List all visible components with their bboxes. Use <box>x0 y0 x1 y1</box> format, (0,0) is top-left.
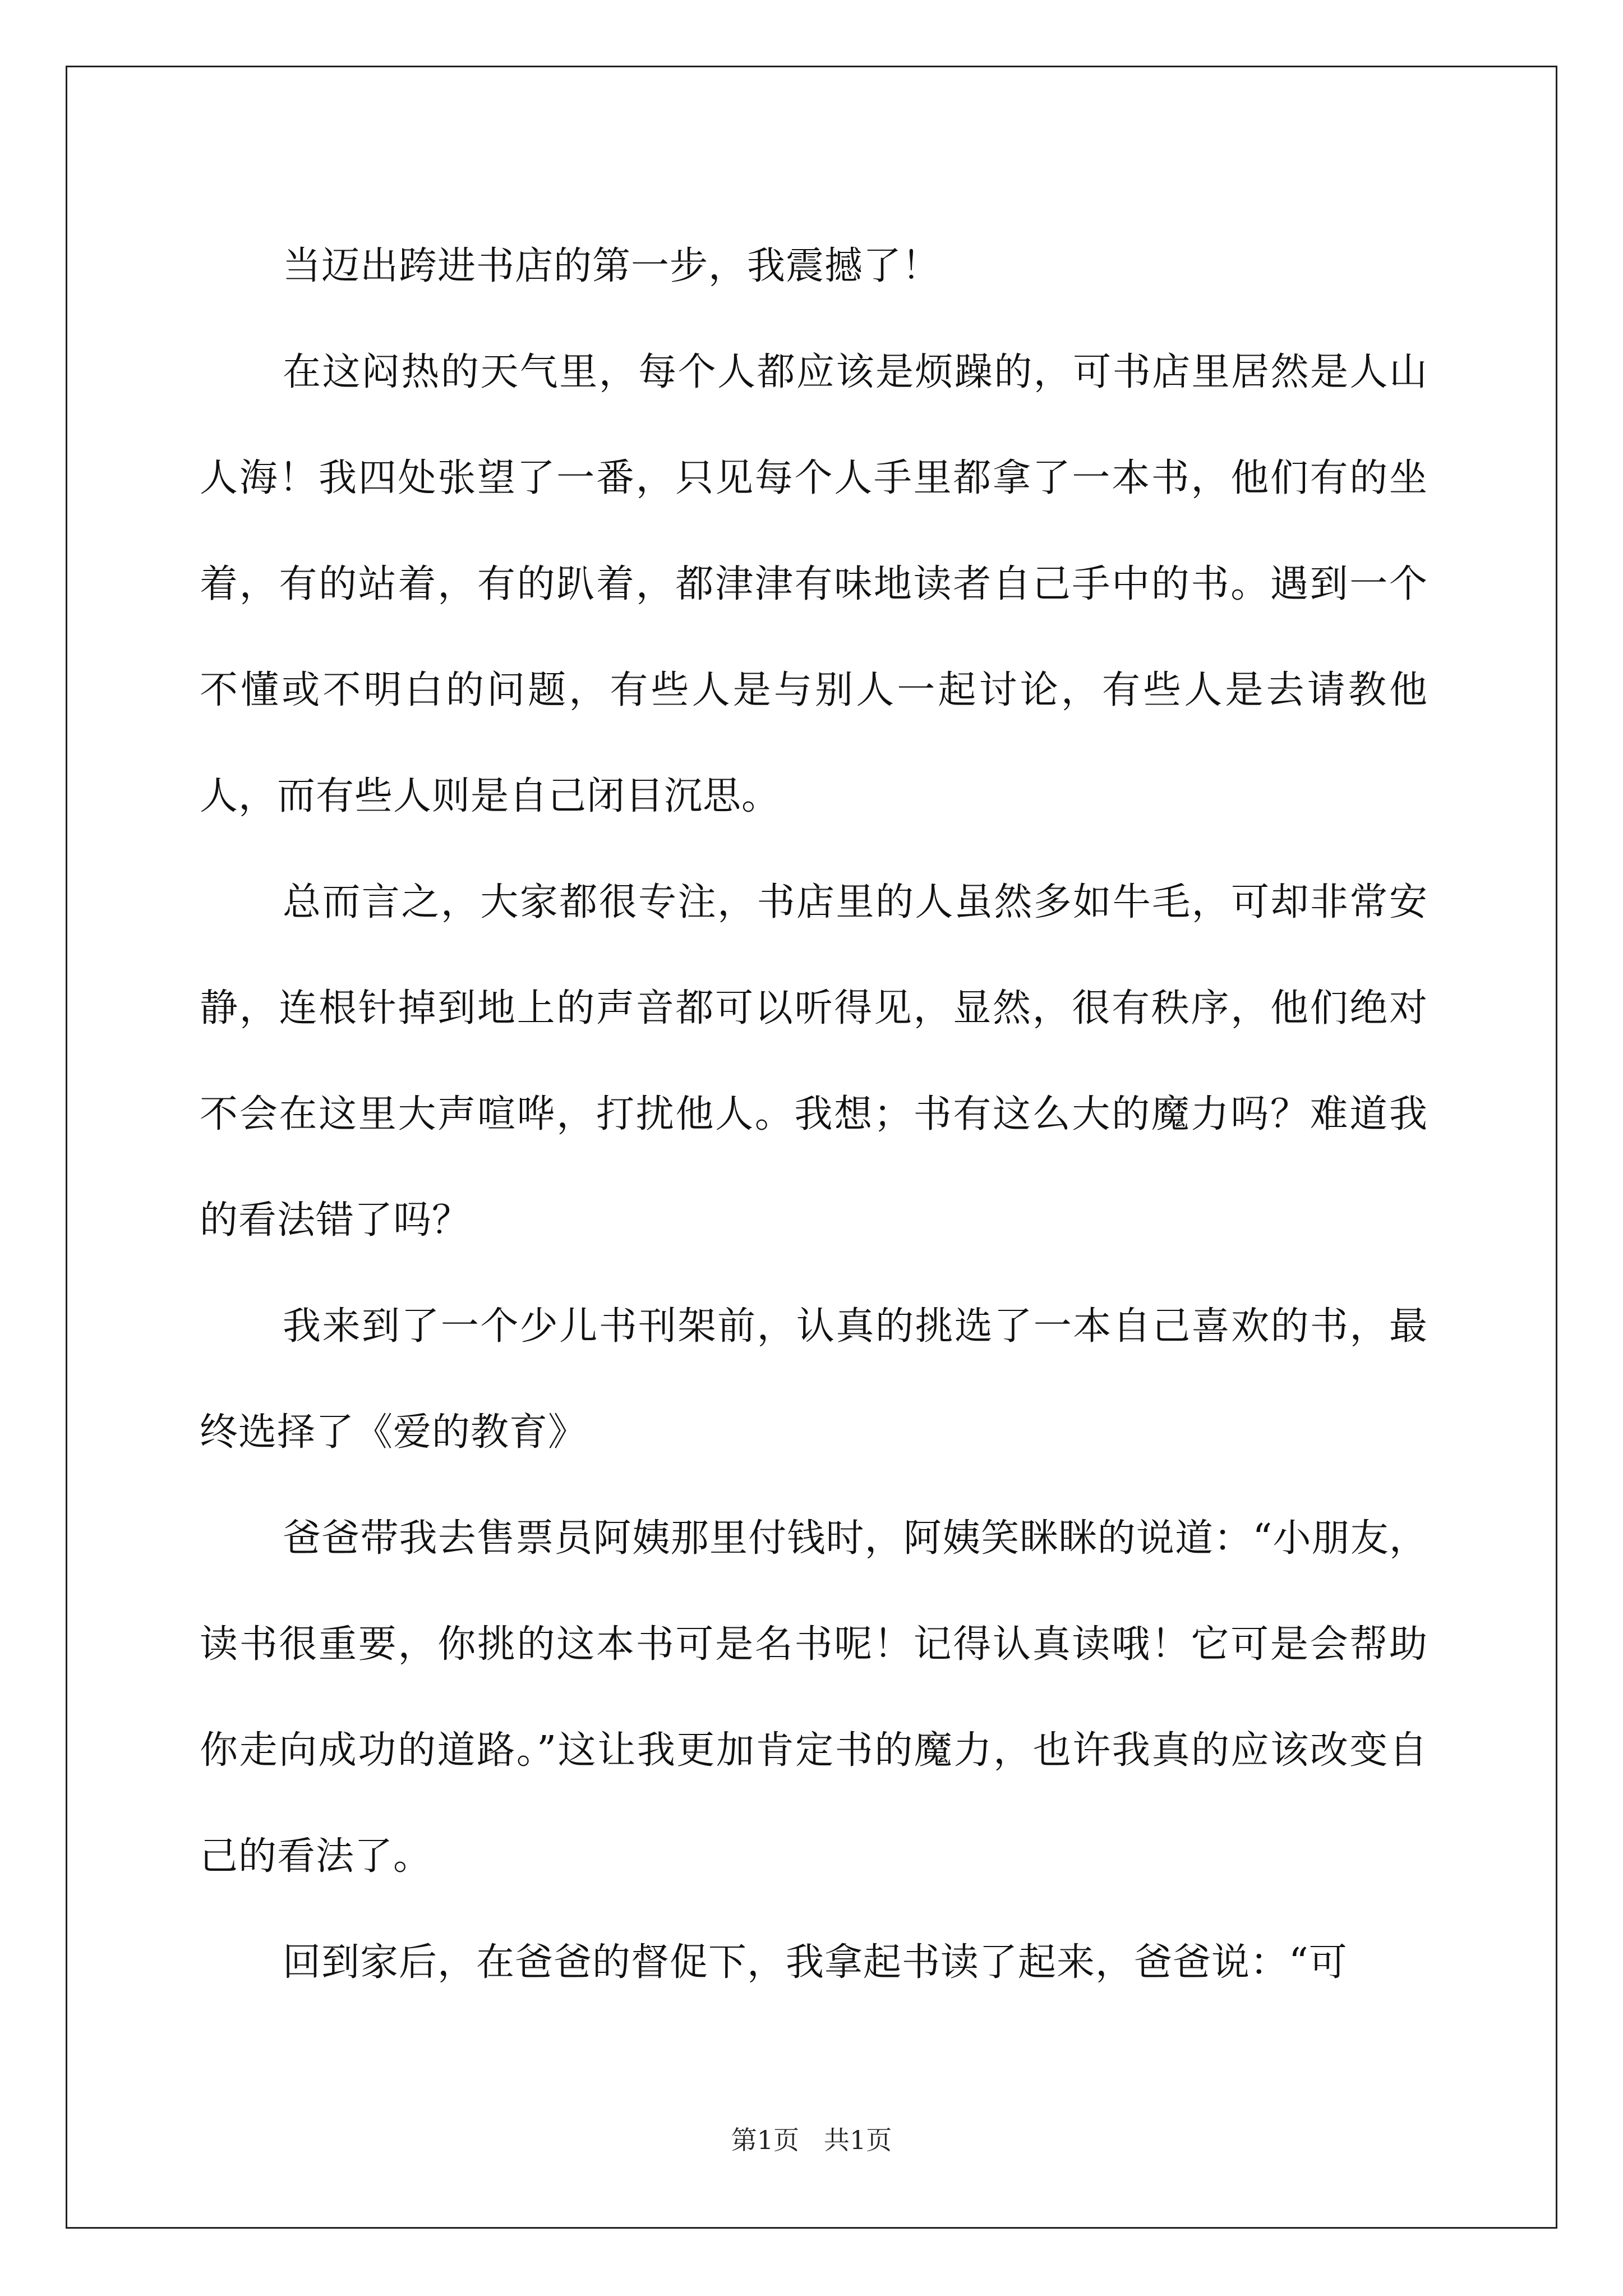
page-total: 共1页 <box>823 2125 892 2155</box>
paragraph-1: 当迈出跨进书店的第一步，我震撼了！ <box>283 244 941 288</box>
page-number: 第1页 <box>731 2125 800 2155</box>
paragraph-4: 我来到了一个少儿书刊架前，认真的挑选了一本自己喜欢的书，最终选择了《爱的教育》 <box>200 1304 1428 1455</box>
paragraph-2: 在这闷热的天气里，每个人都应该是烦躁的，可书店里居然是人山人海！我四处张望了一番，只见每个人手里都拿了一本书，他们有的坐着，有的站着，有的趴着，都津津有味地读者自己手中的书。遇到一个不懂或不明白的问题，有些人是与别人一起讨论，有些人是去请教他人，而有些人则是自己闭目沉思。 <box>200 350 1428 818</box>
page-footer <box>0 2123 1623 2157</box>
document-body <box>200 213 1428 2016</box>
paragraph-3: 总而言之，大家都很专注，书店里的人虽然多如牛毛，可却非常安静，连根针掉到地上的声音都可以听得见，显然，很有秩序，他们绝对不会在这里大声喧哗，打扰他人。我想；书有这么大的魔力吗？难道我的看法错了吗？ <box>200 880 1428 1243</box>
paragraph-5: 爸爸带我去售票员阿姨那里付钱时，阿姨笑眯眯的说道：“小朋友，读书很重要，你挑的这本书可是名书呢！记得认真读哦！它可是会帮助你走向成功的道路。”这让我更加肯定书的魔力，也许我真的应该改变自己的看法了。 <box>200 1516 1428 1879</box>
paragraph-6: 回到家后，在爸爸的督促下，我拿起书读了起来，爸爸说：“可 <box>283 1940 1348 1985</box>
